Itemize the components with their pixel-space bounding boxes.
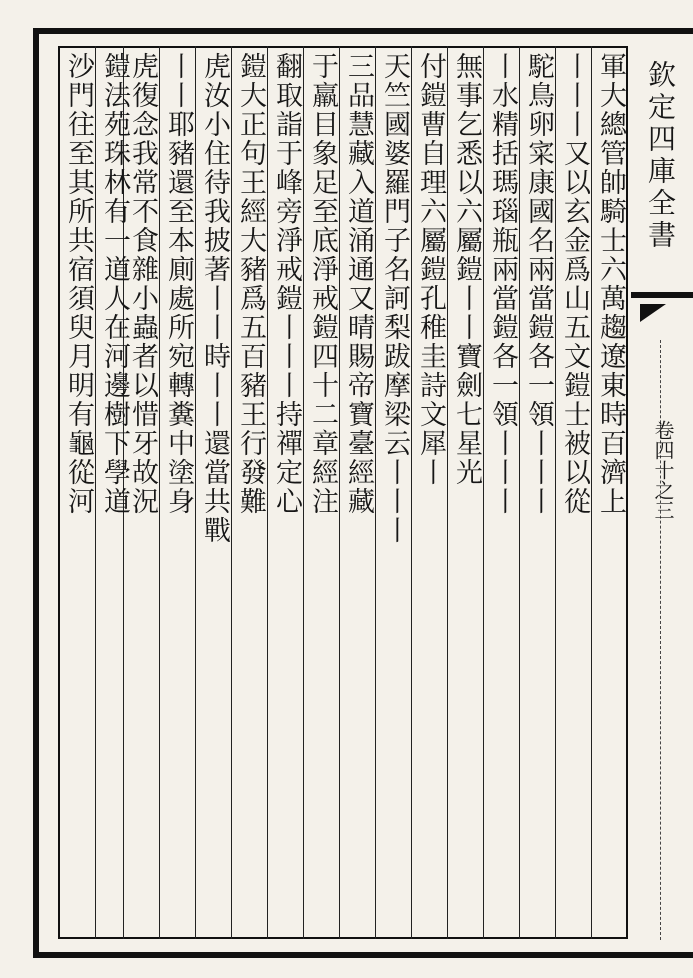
text-column-15: 鎧法苑珠林有一道人在河邊樹下學道: [99, 52, 130, 516]
text-column-13: 丨丨耶豬還至本廁處所宛轉糞中塗身: [163, 52, 194, 516]
text-column-16: 沙門往至其所共宿須臾月明有龜從河: [63, 52, 94, 516]
spine-book-title: 欽定四庫全書: [644, 60, 677, 252]
text-column-7: 天竺國婆羅門子名訶梨跋摩梁云丨丨丨: [379, 52, 410, 545]
text-column-14: 虎復念我常不食雜小蟲者以惜牙故況: [127, 52, 158, 516]
text-column-11: 鎧大正句王經大豬爲五百豬王行發難: [235, 52, 266, 516]
text-column-2: 丨丨丨又以玄金爲山五文鎧士被以從: [559, 52, 590, 516]
text-column-8: 三品慧藏入道涌通又晴賜帝寶臺經藏: [343, 52, 374, 516]
text-column-10: 翻取詣于峰旁淨戒鎧丨丨丨持禪定心: [271, 52, 302, 516]
text-column-9: 于羸目象足至底淨戒鎧四十二章經注: [307, 52, 338, 516]
text-column-6: 付鎧曹自理六屬鎧孔稚圭詩文犀丨: [415, 52, 446, 487]
spine-separator: [631, 292, 693, 298]
fish-tail-mark: [640, 304, 666, 322]
text-column-3: 駝鳥卵寀康國名兩當鎧各一領丨丨丨: [523, 52, 554, 516]
spine-volume-label: 卷四十之三: [651, 420, 675, 520]
text-column-12: 虎汝小住待我披著丨丨時丨丨還當共戰: [199, 52, 230, 545]
text-column-4: 丨水精括瑪瑙瓶兩當鎧各一領丨丨丨: [487, 52, 518, 516]
text-column-5: 無事乞悉以六屬鎧丨丨寶劍七星光: [451, 52, 482, 487]
text-column-1: 軍大總管帥騎士六萬趨遼東時百濟上: [595, 52, 626, 516]
